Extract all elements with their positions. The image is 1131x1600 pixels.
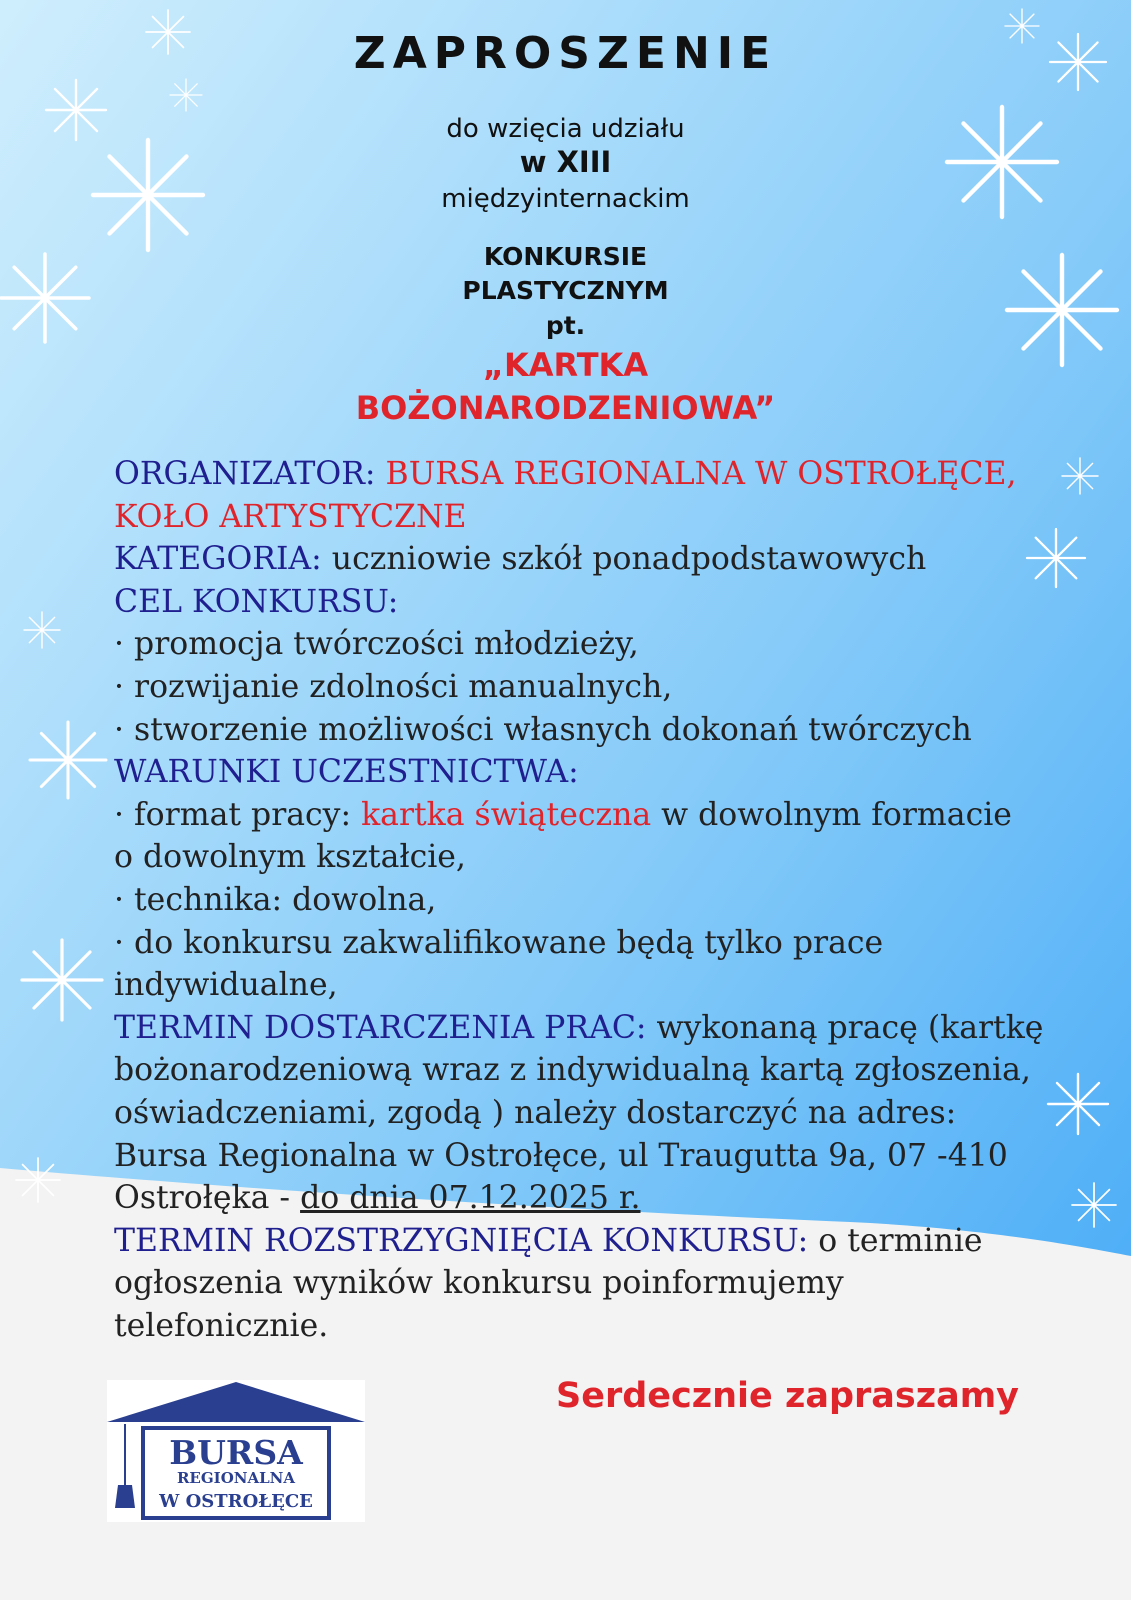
category-value: uczniowie szkół ponadpodstawowych — [321, 541, 927, 578]
subtitle-line: do wzięcia udziału — [446, 114, 685, 144]
page-title: ZAPROSZENIE — [353, 28, 778, 79]
snowflake-icon — [24, 612, 60, 648]
address-line: Bursa Regionalna w Ostrołęce, ul Traugutta 9a, 07 -410 — [114, 1137, 1008, 1174]
organizer-label: ORGANIZATOR: — [114, 456, 376, 492]
deadline-line — [114, 1007, 1104, 1050]
format-prefix: · format pracy: — [114, 796, 362, 833]
address-line — [114, 1177, 1104, 1220]
result-text: telefonicznie. — [114, 1307, 329, 1344]
contest-name-line: pt. — [545, 311, 586, 340]
contest-details — [114, 453, 1104, 1347]
format-highlight: kartka świąteczna — [361, 796, 652, 833]
goal-item: · promocja twórczości młodzieży, — [114, 626, 639, 663]
organizer-value: KOŁO ARTYSTYCZNE — [114, 498, 467, 535]
category-label: KATEGORIA: — [114, 541, 322, 578]
contest-theme-line: BOŻONARODZENIOWA” — [355, 389, 776, 427]
qualify-line: · do konkursu zakwalifikowane będą tylko prace — [114, 924, 884, 961]
snowflake-icon — [22, 940, 102, 1020]
logo-text-line: BURSA — [169, 1433, 303, 1472]
subtitle-line: międzyinternackim — [441, 184, 690, 214]
deadline-label: TERMIN DOSTARCZENIA PRAC: — [114, 1009, 647, 1046]
goal-item: · rozwijanie zdolności manualnych, — [114, 668, 673, 705]
closing-text: Serdecznie zapraszamy — [556, 1376, 1019, 1416]
qualify-line: indywidualne, — [114, 967, 338, 1004]
format-line — [114, 794, 1104, 837]
bursa-logo — [107, 1380, 365, 1522]
logo-text-line: REGIONALNA — [176, 1469, 296, 1487]
logo-text-line: W OSTROŁĘCE — [159, 1491, 313, 1512]
organizer-value: BURSA REGIONALNA W OSTROŁĘCE, — [375, 456, 1017, 492]
deadline-text: wykonaną pracę (kartkę — [646, 1009, 1044, 1046]
subtitle-edition: w XIII — [519, 145, 612, 179]
snowflake-icon — [16, 1158, 60, 1202]
technique-line: · technika: dowolna, — [114, 881, 437, 918]
goal-item: · stworzenie możliwości własnych dokonań twórczych — [114, 711, 972, 748]
contest-theme-line: „KARTKA — [482, 346, 649, 384]
goal-label: CEL KONKURSU: — [114, 583, 399, 620]
deadline-text: oświadczeniami, zgodą ) należy dostarczyć na adres: — [114, 1094, 957, 1131]
contest-name-line: PLASTYCZNYM — [462, 276, 669, 305]
contest-name-line: KONKURSIE — [483, 242, 648, 271]
category-line — [114, 538, 1104, 581]
snowflake-icon — [30, 722, 106, 798]
broom-icon — [115, 1485, 135, 1508]
result-label: TERMIN ROZSTRZYGNIĘCIA KONKURSU: — [114, 1222, 809, 1259]
address-city: Ostrołęka - — [114, 1180, 301, 1217]
format-line: o dowolnym kształcie, — [114, 839, 466, 876]
deadline-text: bożonarodzeniową wraz z indywidualną kartą zgłoszenia, — [114, 1052, 1031, 1089]
conditions-label: WARUNKI UCZESTNICTWA: — [114, 754, 579, 791]
snowflake-icon — [170, 79, 202, 111]
result-text: ogłoszenia wyników konkursu poinformujemy — [114, 1265, 844, 1302]
deadline-date: do dnia 07.12.2025 r. — [300, 1180, 641, 1217]
result-text: o terminie — [808, 1222, 983, 1259]
organizer-line — [114, 453, 1104, 496]
result-line — [114, 1220, 1104, 1263]
format-suffix: w dowolnym formacie — [651, 796, 1012, 833]
